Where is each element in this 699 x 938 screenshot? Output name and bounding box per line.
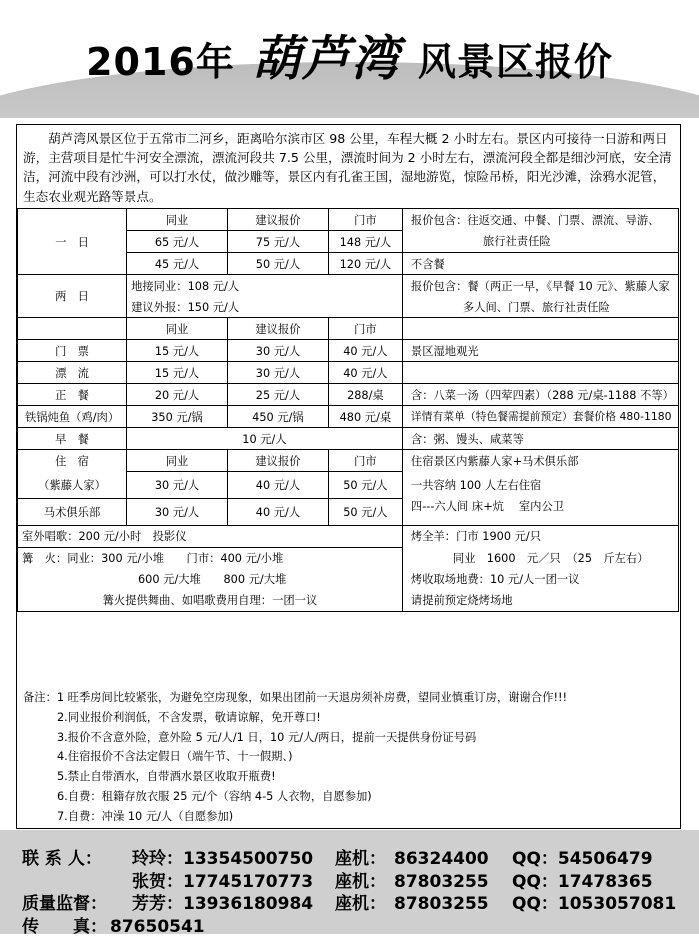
cell: 30 元/人 [228, 340, 329, 362]
header-peer: 同业 [127, 209, 228, 231]
cell: 45 元/人 [127, 253, 228, 275]
breakfast-price: 10 元/人 [127, 428, 403, 450]
note-1: 备注：1 旺季房间比较紧张，为避免空房现象，如果出团前一天退房须补房费，望同业慎重订房，谢谢合作!!! [23, 688, 673, 708]
contact-phone: 张贺：17745170773 [132, 871, 313, 894]
qq: QQ：54506479 [512, 848, 653, 871]
note-5: 5.禁止自带酒水，自带酒水景区收取开瓶费! [23, 767, 673, 787]
header-gate: 门市 [328, 209, 402, 231]
row-label-stay-sub: （紫藤人家） [18, 472, 127, 499]
title-suffix: 风景区报价 [418, 40, 613, 84]
supervisor-label: 质量监督： [22, 893, 107, 916]
cell: 50 元/人 [228, 253, 329, 275]
cell: 450 元/锅 [228, 406, 329, 428]
landline-label: 座机： [335, 893, 386, 916]
cell: 40 元/人 [328, 340, 402, 362]
header-peer: 同业 [127, 450, 228, 472]
intro-paragraph: 葫芦湾风景区位于五常市二河乡，距离哈尔滨市区 98 公里，车程大概 2 小时左右。景区内可接待一日游和两日游，主营项目是忙牛河安全漂流，漂流河段共 7.5 公里，漂流时间为 2 小时左右，漂流河段全都是细沙河底，安全清洁，河流中段有沙洲，可以打水仗，做沙雕等，景区内有孔雀王国，湿地游览，惊险吊桥，阳光沙滩，涂鸦水泥管，生态农业观光路等景点。 [23, 129, 673, 206]
lamb-4: 请提前预定烧烤场地 [402, 590, 678, 612]
title-name: 葫芦湾 [253, 31, 400, 87]
row-label-ticket: 门 票 [18, 340, 127, 362]
blank-cell [402, 318, 678, 340]
fax-label: 传 真： [22, 916, 107, 938]
contact-phone: 玲玲：13354500750 [132, 848, 313, 871]
one-day-includes-1: 报价包含：往返交通、中餐、门票、漂流、导游、 [402, 209, 678, 231]
qq: QQ：17478365 [512, 871, 653, 894]
row-label-stay: 住 宿 [18, 450, 127, 472]
breakfast-note: 含：粥、馒头、咸菜等 [402, 428, 678, 450]
cell: 148 元/人 [328, 231, 402, 253]
cell: 40 元/人 [228, 472, 329, 499]
row-label-rafting: 漂 流 [18, 362, 127, 384]
lamb-2: 同业 1600 元／只 （25 斤左右） [402, 547, 678, 569]
stay-note-2: 一共容纳 100 人左右住宿 [402, 472, 678, 499]
header-gate: 门市 [328, 450, 402, 472]
fax: 87650541 [110, 916, 205, 938]
price-sheet [16, 124, 681, 829]
row-label-one-day: 一 日 [18, 209, 127, 275]
cell: 50 元/人 [328, 498, 402, 525]
header-peer: 同业 [127, 318, 228, 340]
header-suggest: 建议报价 [228, 209, 329, 231]
cell: 30 元/人 [228, 362, 329, 384]
karaoke: 室外唱歌：200 元/小时 投影仪 [18, 525, 403, 547]
meal-note: 含：八菜一汤（四荤四素）（288 元/桌-1188 不等） [402, 384, 678, 406]
cell: 50 元/人 [328, 472, 402, 499]
row-label-breakfast: 早 餐 [18, 428, 127, 450]
bonfire-3: 篝火提供舞曲、如唱歌费用自理：一团一议 [18, 590, 403, 612]
contact-band [0, 830, 699, 934]
note-7: 7.自费：冲澡 10 元/人（自愿参加) [23, 807, 673, 827]
landline: 87803255 [394, 871, 489, 894]
cell: 40 元/人 [328, 362, 402, 384]
blank-cell [402, 362, 678, 384]
two-day-includes-2: 多人间、门票、旅行社责任险 [402, 296, 678, 318]
cell: 20 元/人 [127, 384, 228, 406]
note-3: 3.报价不含意外险，意外险 5 元/人/1 日，10 元/人/两日，提前一天提供身份证号码 [23, 728, 673, 748]
ticket-note: 景区湿地观光 [402, 340, 678, 362]
landline: 87803255 [394, 893, 489, 916]
lamb-1: 烤全羊：门市 1900 元/只 [402, 525, 678, 547]
cell: 350 元/锅 [127, 406, 228, 428]
cell: 30 元/人 [127, 498, 228, 525]
note-4: 4.住宿报价不含法定假日（端午节、十一假期、) [23, 747, 673, 767]
note-2: 2.同业报价利润低，不含发票，敬请谅解，免开尊口! [23, 708, 673, 728]
cell: 15 元/人 [127, 362, 228, 384]
stay-note-3: 四---六人间 床+炕 室内公卫 [402, 498, 678, 525]
note-6: 6.自费：租籍存放衣服 25 元/个（容纳 4-5 人衣物，自愿参加) [23, 787, 673, 807]
bonfire-1: 篝 火：同业：300 元/小堆 门市：400 元/小堆 [18, 547, 403, 569]
notes [23, 688, 673, 827]
bonfire-2: 600 元/大堆 800 元/大堆 [18, 569, 403, 590]
cell: 15 元/人 [127, 340, 228, 362]
qq: QQ：1053057081 [512, 893, 676, 916]
header-gate: 门市 [328, 318, 402, 340]
contact-phone: 芳芳：13936180984 [132, 893, 313, 916]
stay-note-1: 住宿景区内紫藤人家+马术俱乐部 [402, 450, 678, 472]
two-day-peer: 地接同业：108 元/人 [127, 275, 403, 297]
two-day-suggest: 建议外报：150 元/人 [127, 296, 403, 318]
cell: 65 元/人 [127, 231, 228, 253]
cell: 30 元/人 [127, 472, 228, 499]
landline: 86324400 [394, 848, 489, 871]
one-day-no-meal: 不含餐 [402, 253, 678, 275]
cell: 480 元/桌 [328, 406, 402, 428]
two-day-includes-1: 报价包含：餐（两正一早，《早餐 10 元》、紫藤人家 [402, 275, 678, 297]
row-label-two-day: 两 日 [18, 275, 127, 318]
header-suggest: 建议报价 [228, 450, 329, 472]
blank-cell [18, 318, 127, 340]
stew-note: 详情有菜单（特色餐需提前预定）套餐价格 480-1180 [402, 406, 678, 428]
cell: 25 元/人 [228, 384, 329, 406]
cell: 288/桌 [328, 384, 402, 406]
one-day-includes-2: 旅行社责任险 [402, 231, 678, 253]
cell: 120 元/人 [328, 253, 402, 275]
contact-label: 联 系 人： [22, 848, 102, 871]
lamb-3: 烤收取场地费：10 元/人一团一议 [402, 569, 678, 590]
landline-label: 座机： [335, 848, 386, 871]
row-label-meal: 正 餐 [18, 384, 127, 406]
landline-label: 座机： [335, 871, 386, 894]
header-band [0, 0, 699, 118]
price-table [17, 208, 679, 612]
title-prefix: 2016年 [86, 40, 235, 84]
page-title [0, 20, 699, 89]
header-suggest: 建议报价 [228, 318, 329, 340]
cell: 40 元/人 [228, 498, 329, 525]
row-label-circus: 马术俱乐部 [18, 498, 127, 525]
cell: 75 元/人 [228, 231, 329, 253]
row-label-stew: 铁锅炖鱼（鸡/肉） [18, 406, 127, 428]
